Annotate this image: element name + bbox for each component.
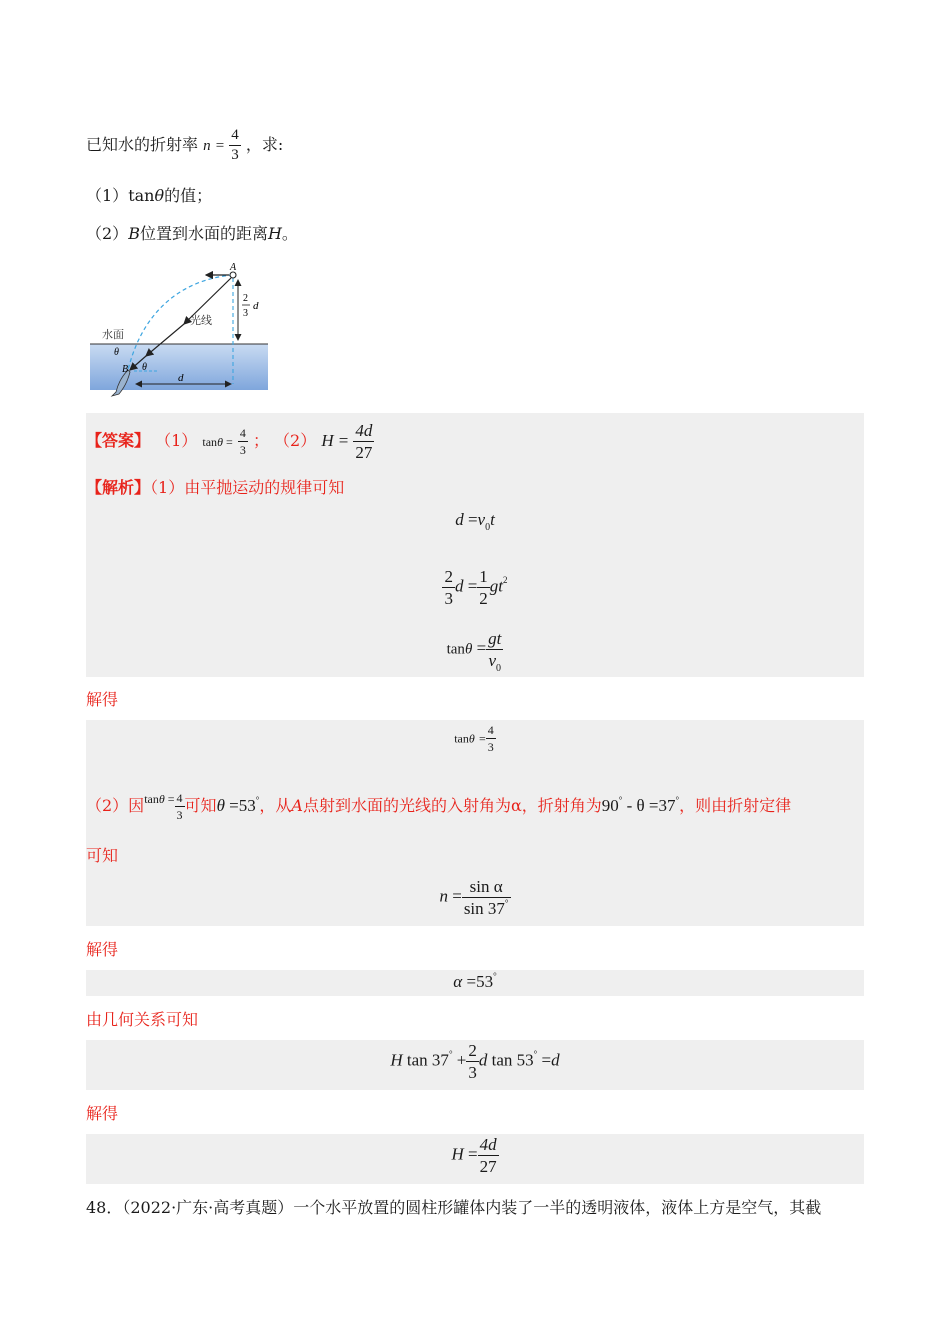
equation-3: tanθ = $\frac{gt}{v_0}$ <box>446 629 502 674</box>
eq6-den: 3 <box>468 1063 477 1082</box>
q1-suffix: 的值； <box>164 186 213 205</box>
q2-end: 。 <box>281 224 298 243</box>
analysis-intro <box>86 478 344 498</box>
part2-line <box>86 792 791 821</box>
eq6-plus: + <box>456 1050 467 1070</box>
q2-text: 位置到水面的距离 <box>139 224 268 243</box>
answer-theta: θ <box>217 435 223 449</box>
answer-tag: 【答案】 <box>86 431 151 450</box>
given-eq: = <box>215 138 225 154</box>
part2-mid-a: ，从 <box>259 796 292 815</box>
eq2-frac <box>442 568 455 607</box>
answer-sep: ； <box>252 431 269 450</box>
result-3: H = $\frac{4d}{27}$ <box>451 1135 497 1176</box>
eq2-half <box>477 568 490 607</box>
part2-90 <box>602 796 679 815</box>
part2-tan: tanθ = <box>144 792 175 806</box>
equation-1: $d =v_0t$ <box>455 510 495 533</box>
answer-frac1 <box>238 427 248 456</box>
part2-deg2: ° <box>618 795 623 805</box>
eq4-den <box>462 897 511 917</box>
part2-minus: - θ =37 <box>626 796 676 815</box>
part2-tan-text: tan <box>144 792 159 806</box>
part2-deg3: ° <box>675 795 680 805</box>
eq2-num: 2 <box>444 567 453 586</box>
part2-theta53 <box>217 796 260 815</box>
eq6-num: 2 <box>468 1041 477 1060</box>
answer-den1: 3 <box>239 443 246 457</box>
geometry-note: 由几何关系可知 <box>86 1010 199 1029</box>
eq2-half-den: 2 <box>479 589 488 608</box>
given-n: n <box>203 138 211 154</box>
solve-1: 解得 <box>86 690 119 709</box>
eq1-v: v <box>477 510 486 529</box>
res1-den: 3 <box>487 740 494 754</box>
part2-line2: 可知 <box>86 846 119 865</box>
answer-line <box>86 422 374 461</box>
figure-label-guangxian: 光线 <box>190 314 212 327</box>
eq6-rhs: d <box>551 1050 560 1070</box>
eq7-num: 4d <box>479 1135 497 1154</box>
solve-2: 解得 <box>86 940 119 959</box>
q2-B: B <box>128 224 140 243</box>
eq5-deg: ° <box>493 971 497 981</box>
part2-pre: （2）因 <box>86 796 145 815</box>
eq6-tan53: tan 53 <box>491 1050 534 1070</box>
answer-eq2: = <box>338 431 349 450</box>
eq6-deg1: ° <box>448 1049 453 1060</box>
eq6-eq: = <box>541 1050 552 1070</box>
eq4-frac <box>462 878 511 917</box>
eq6-H: H <box>390 1050 403 1070</box>
given-prefix: 已知水的折射率 <box>86 135 199 154</box>
q1-tan: tan <box>128 186 155 205</box>
answer-num1: 4 <box>239 426 246 440</box>
given-suffix: ，求: <box>245 135 284 154</box>
given-den: 3 <box>231 147 239 163</box>
figure-label-23-den: 3 <box>243 308 248 319</box>
answer-part2: （2） <box>274 431 317 450</box>
part2-90-text: 90 <box>601 796 619 815</box>
eq6-tan37: tan 37 <box>406 1050 449 1070</box>
eq2-sq: 2 <box>503 575 508 586</box>
q2-H: H <box>267 224 282 243</box>
eq7-den: 27 <box>479 1157 497 1176</box>
given-num: 4 <box>231 127 239 143</box>
eq3-den <box>486 649 503 674</box>
answer-den2: 27 <box>355 443 373 462</box>
eq6-d: d <box>478 1050 488 1070</box>
part2-end: ，则由折射定律 <box>679 796 792 815</box>
part2-A: A <box>291 796 303 815</box>
res1-theta: θ <box>468 731 475 746</box>
eq3-frac <box>486 629 503 674</box>
eq7-frac <box>478 1136 499 1175</box>
part2-mid-b: 点射到水面的光线的入射角为α，折射角为 <box>302 796 602 815</box>
eq3-den-sub: 0 <box>496 663 502 674</box>
solve-3: 解得 <box>86 1104 119 1123</box>
question-1 <box>86 186 212 206</box>
eq1-sub: 0 <box>485 522 491 533</box>
eq2-d: d <box>454 576 464 596</box>
figure-label-d-right: d <box>253 300 259 312</box>
figure-label-d-bottom: d <box>178 372 184 384</box>
eq3-theta: θ <box>464 641 473 658</box>
eq2-gt: gt <box>489 576 504 596</box>
eq5-alpha: α <box>453 972 463 991</box>
figure-label-shuimian: 水面 <box>102 328 124 341</box>
part2-53: =53 <box>229 796 256 815</box>
part2-deg: ° <box>255 795 260 805</box>
equation-4: n = $\frac{\text{sin α}}{\sin 37^\circ}$ <box>439 877 509 918</box>
answer-part1: （1） <box>155 431 198 450</box>
part2-frac <box>175 792 185 821</box>
eq1-lhs: d <box>455 510 464 529</box>
projectile-refraction-figure <box>86 258 276 400</box>
eq3-den-v: v <box>488 651 497 670</box>
eq6-frac <box>466 1042 479 1081</box>
eq5-val: =53 <box>466 972 494 991</box>
part2-den: 3 <box>176 808 183 822</box>
part2-theta: θ <box>158 792 165 806</box>
answer-H: H <box>321 431 334 450</box>
answer-eq: = <box>225 435 233 449</box>
equation-2: $\frac{2}{3}$ d = $\frac{1}{2}$ $gt^2$ <box>444 567 508 608</box>
answer-tan-text: tan <box>202 435 218 449</box>
result-2 <box>86 972 864 992</box>
eq3-num: gt <box>488 629 502 648</box>
given-fraction <box>229 128 241 163</box>
result-1 <box>86 724 864 753</box>
answer-tan <box>202 435 232 449</box>
figure-label-23-num: 2 <box>243 293 248 304</box>
eq6-deg2: ° <box>533 1049 538 1060</box>
eq1-t: t <box>490 510 495 529</box>
analysis-intro-text: （1）由平抛运动的规律可知 <box>150 478 345 497</box>
eq4-deg: ° <box>504 898 509 908</box>
res1-eq: = <box>479 731 486 746</box>
eq3-tan: tan <box>446 641 465 658</box>
q1-number: （1） <box>86 186 129 205</box>
q1-theta: θ <box>154 186 165 205</box>
q2-number: （2） <box>86 224 129 243</box>
question-2 <box>86 224 298 244</box>
equation-6 <box>86 1042 864 1081</box>
res1-tan: tan <box>454 731 469 746</box>
answer-frac2 <box>353 422 374 461</box>
analysis-tag: 【解析】 <box>86 478 151 497</box>
answer-num2: 4d <box>355 421 373 440</box>
eq2-half-num: 1 <box>479 567 488 586</box>
next-problem-line: 48．（2022·广东·高考真题）一个水平放置的圆柱形罐体内装了一半的透明液体，液体上方是空气，其截 <box>86 1198 822 1217</box>
part2-theta2: θ <box>216 796 225 815</box>
figure-label-theta-left: θ <box>114 347 119 358</box>
given-line <box>86 128 283 163</box>
part2-kezhi: 可知 <box>184 796 217 815</box>
figure-label-B: B <box>122 364 129 375</box>
res1-num: 4 <box>487 723 494 737</box>
figure-label-A: A <box>230 262 237 273</box>
eq4-num: sin α <box>469 877 503 896</box>
eq4-n: n <box>439 886 448 906</box>
eq2-den: 3 <box>444 589 453 608</box>
eq4-den-text: sin 37 <box>463 899 505 918</box>
eq7-H: H <box>451 1144 464 1164</box>
figure-label-theta-right: θ <box>142 362 147 373</box>
part2-num: 4 <box>176 791 183 805</box>
res1-frac <box>486 724 496 753</box>
